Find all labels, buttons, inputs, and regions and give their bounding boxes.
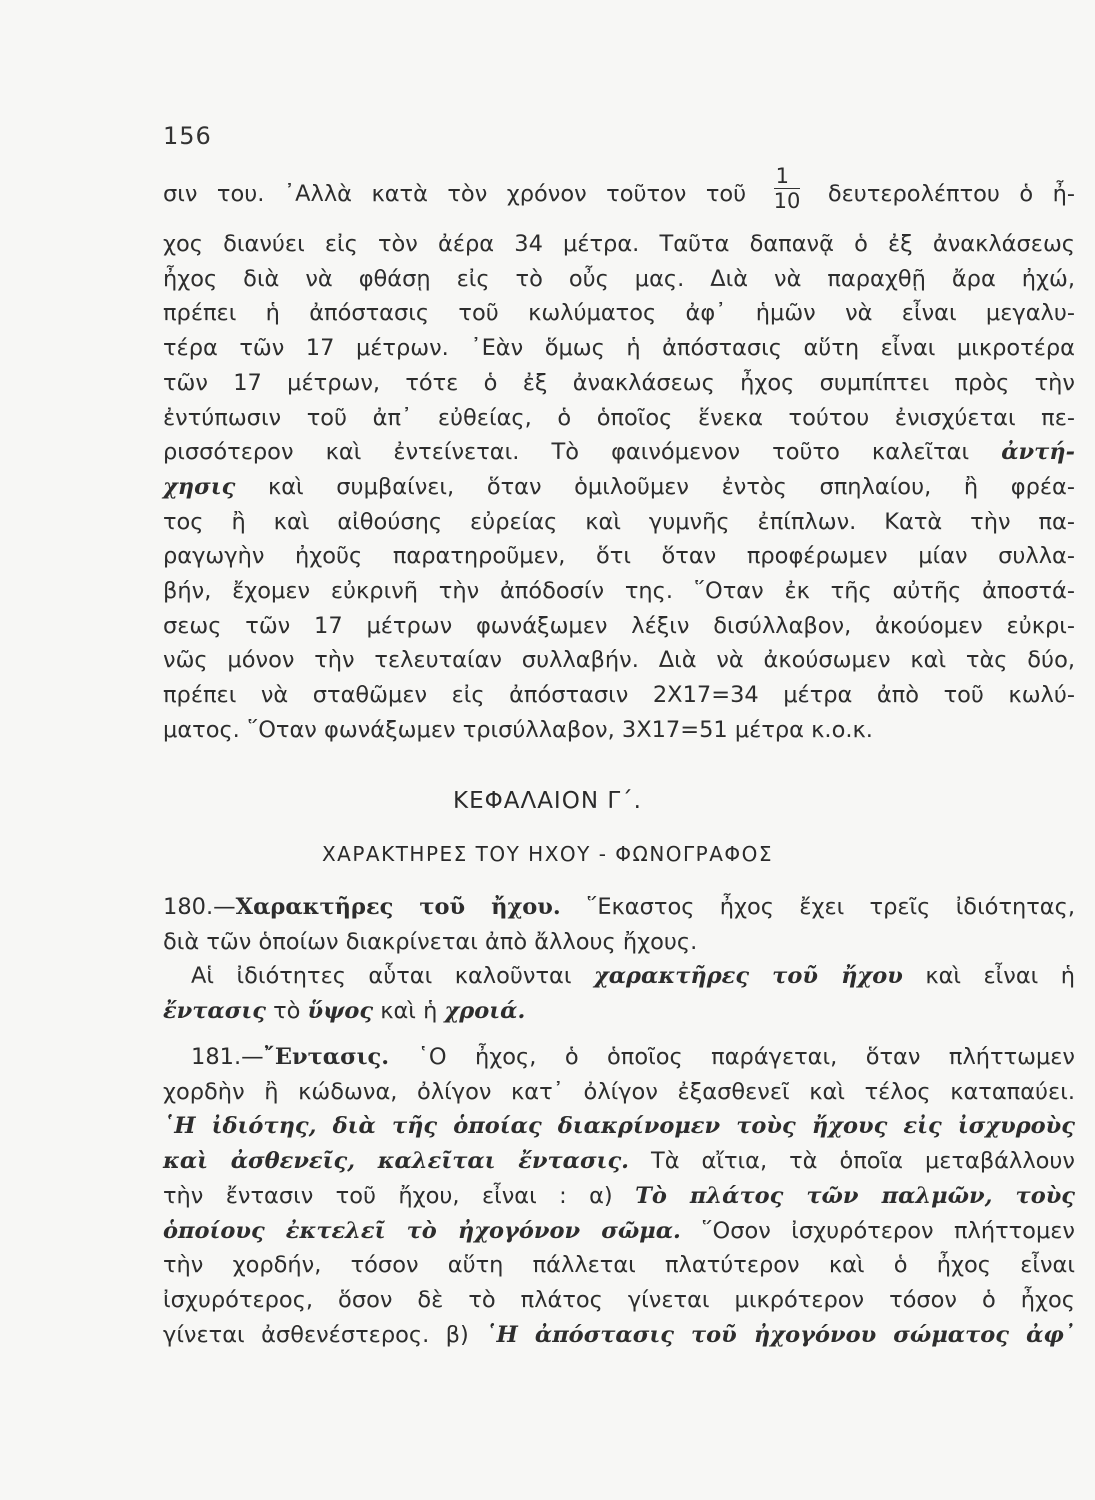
text-line: τέρα τῶν 17 μέτρων. ᾿Εὰν ὅμως ἡ ἀπόστασις αὕτη εἶναι μικροτέρα <box>163 335 1075 362</box>
fraction-denominator: 10 <box>773 189 801 213</box>
text-line: πρέπει νὰ σταθῶμεν εἰς ἀπόστασιν 2Χ17=34 μέτρα ἀπὸ τοῦ κωλύ- <box>163 682 1075 709</box>
text-line: τος ἢ καὶ αἰθούσης εὐρείας καὶ γυμνῆς ἐπίπλων. Κατὰ τὴν πα- <box>163 508 1075 535</box>
text-line: ραγωγὴν ἠχοῦς παρατηροῦμεν, ὅτι ὅταν προφέρωμεν μίαν συλλα- <box>163 543 1075 570</box>
text-span: καὶ ἡ <box>380 998 438 1025</box>
text-line: τὴν χορδήν, τόσον αὕτη πάλλεται πλατύτερον καὶ ὁ ἦχος εἶναι <box>163 1252 1075 1279</box>
text-line <box>163 470 1075 505</box>
text-line <box>163 959 1075 994</box>
text-span: γίνεται ἀσθενέστερος. β) <box>163 1321 469 1348</box>
section-181 <box>163 1040 1075 1352</box>
emphasis-term: ῾Η ἀπόστασις τοῦ ἠχογόνου σώματος ἀφ᾿ <box>485 1321 1076 1348</box>
text-span: ῾Ο ἦχος, ὁ ὁποῖος παράγεται, ὅταν πλήττωμεν <box>417 1044 1076 1070</box>
text-line <box>163 435 1075 470</box>
text-line <box>163 1318 1075 1353</box>
text-span: σιν του. ᾿Αλλὰ κατὰ τὸν χρόνον τοῦτον τοῦ <box>163 181 747 207</box>
text-line: χος διανύει εἰς τὸν ἀέρα 34 μέτρα. Ταῦτα δαπανᾷ ὁ ἐξ ἀνακλάσεως <box>163 231 1075 257</box>
text-span: ρισσότερον καὶ ἐντείνεται. Τὸ φαινόμενον τοῦτο καλεῖται <box>163 439 970 466</box>
section-heading: Χαρακτῆρες τοῦ ἤχου. <box>235 894 561 920</box>
emphasis-term: χησις <box>163 473 236 500</box>
text-span: τὴν ἔντασιν τοῦ ἤχου, εἶναι : α) <box>163 1182 613 1209</box>
text-line <box>163 994 1075 1029</box>
text-line <box>163 1214 1075 1249</box>
page-number: 156 <box>163 122 212 150</box>
emphasis-term: χροιά. <box>444 998 526 1025</box>
text-line: χορδὴν ἢ κώδωνα, ὀλίγον κατ᾿ ὀλίγον ἐξασθενεῖ καὶ τέλος καταπαύει. <box>163 1078 1075 1105</box>
section-number: 181.— <box>191 1044 264 1070</box>
text-span: δευτερολέπτου ὁ ἦ- <box>827 181 1076 207</box>
text-line: τῶν 17 μέτρων, τότε ὁ ἐξ ἀνακλάσεως ἦχος συμπίπτει πρὸς τὴν <box>163 369 1075 396</box>
emphasis-term: Τὸ πλάτος τῶν παλμῶν, τοὺς <box>635 1182 1076 1209</box>
section-heading: ῎Εντασις. <box>263 1044 390 1070</box>
text-span: Τὰ αἴτια, τὰ ὁποῖα μεταβάλλουν <box>650 1148 1075 1175</box>
text-line: ῾Η ἰδιότης, διὰ τῆς ὁποίας διακρίνομεν τοὺς ἤχους εἰς ἰσχυροὺς <box>163 1113 1075 1140</box>
text-span: καὶ συμβαίνει, ὅταν ὁμιλοῦμεν ἐντὸς σπηλαίου, ἢ φρέα- <box>267 473 1075 500</box>
text-line <box>163 1179 1075 1214</box>
emphasis-term: ἔντασις <box>163 998 266 1025</box>
text-line: ἰσχυρότερος, ὅσον δὲ τὸ πλάτος γίνεται μικρότερον τόσον ὁ ἦχος <box>163 1286 1075 1313</box>
chapter-subtitle: ΧΑΡΑΚΤΗΡΕΣ ΤΟΥ ΗΧΟΥ - ΦΩΝΟΓΡΑΦΟΣ <box>321 842 774 866</box>
emphasis-term: χαρακτῆρες τοῦ ἤχου <box>593 963 903 990</box>
text-line: διὰ τῶν ὁποίων διακρίνεται ἀπὸ ἄλλους ἤχους. <box>163 928 698 955</box>
text-line <box>163 1040 1075 1075</box>
fraction-numerator: 1 <box>774 164 801 189</box>
text-line: ματος. ῞Οταν φωνάξωμεν τρισύλλαβον, 3Χ17=51 μέτρα κ.ο.κ. <box>163 716 873 743</box>
text-span: Αἱ ἰδιότητες αὗται καλοῦνται <box>191 963 572 990</box>
text-span: ῞Εκαστος ἦχος ἔχει τρεῖς ἰδιότητας, <box>586 894 1075 920</box>
text-line: ἦχος διὰ νὰ φθάσῃ εἰς τὸ οὖς μας. Διὰ νὰ παραχθῇ ἄρα ἠχώ, <box>163 265 1075 292</box>
chapter-title: ΚΕΦΑΛΑΙΟΝ Γ΄. <box>453 788 642 814</box>
text-line: ἐντύπωσιν τοῦ ἀπ᾿ εὐθείας, ὁ ὁποῖος ἕνεκα τούτου ἐνισχύεται πε- <box>163 404 1075 431</box>
emphasis-term: ἀντή- <box>1001 439 1075 466</box>
text-span: τὸ <box>273 998 301 1025</box>
text-line: νῶς μόνον τὴν τελευταίαν συλλαβήν. Διὰ νὰ ἀκούσωμεν καὶ τὰς δύο, <box>163 647 1075 674</box>
emphasis-term: καὶ ἀσθενεῖς, καλεῖται ἔντασις. <box>163 1148 629 1175</box>
fraction <box>774 164 801 213</box>
text-line: σεως τῶν 17 μέτρων φωνάξωμεν λέξιν δισύλλαβον, ἀκούομεν εὐκρι- <box>163 612 1075 639</box>
text-span: ῞Οσον ἰσχυρότερον πλήττομεν <box>701 1217 1075 1244</box>
text-line: βήν, ἔχομεν εὐκρινῆ τὴν ἀπόδοσίν της. ῞Οταν ἐκ τῆς αὐτῆς ἀποστά- <box>163 578 1075 605</box>
text-line: πρέπει ἡ ἀπόστασις τοῦ κωλύματος ἀφ᾿ ἡμῶν νὰ εἶναι μεγαλυ- <box>163 300 1075 327</box>
section-180 <box>163 890 1075 1029</box>
section-number: 180.— <box>163 894 236 920</box>
paragraph-echo <box>163 164 1076 748</box>
text-line <box>163 890 1075 925</box>
emphasis-term: ὁποίους ἐκτελεῖ τὸ ἠχογόνον σῶμα. <box>163 1217 681 1244</box>
text-line <box>163 1144 1075 1179</box>
text-span: καὶ εἶναι ἡ <box>925 963 1076 990</box>
text-line <box>163 164 1076 219</box>
emphasis-term: ὕψος <box>307 998 374 1025</box>
